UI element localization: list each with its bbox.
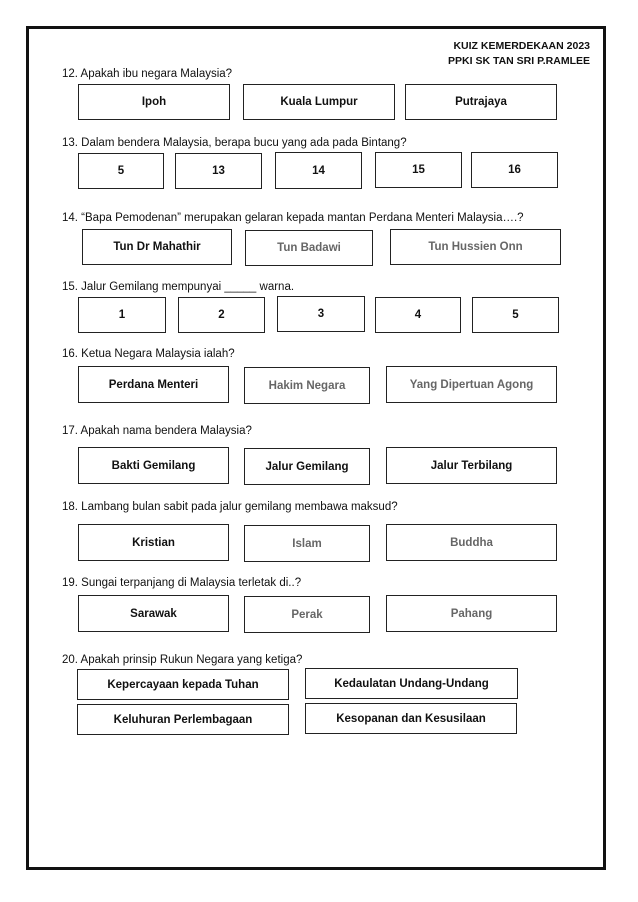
school-name: PPKI SK TAN SRI P.RAMLEE — [448, 55, 590, 67]
q18-option-buddha[interactable]: Buddha — [386, 524, 557, 561]
question-17: 17. Apakah nama bendera Malaysia? — [62, 425, 252, 437]
question-19: 19. Sungai terpanjang di Malaysia terletak di..? — [62, 577, 302, 589]
question-13: 13. Dalam bendera Malaysia, berapa bucu yang ada pada Bintang? — [62, 137, 407, 149]
question-20: 20. Apakah prinsip Rukun Negara yang ketiga? — [62, 654, 303, 666]
question-18: 18. Lambang bulan sabit pada jalur gemilang membawa maksud? — [62, 501, 398, 513]
q19-option-perak[interactable]: Perak — [244, 596, 370, 633]
q17-option-bakti-gemilang[interactable]: Bakti Gemilang — [78, 447, 229, 484]
q18-option-kristian[interactable]: Kristian — [78, 524, 229, 561]
q14-option-tun-badawi[interactable]: Tun Badawi — [245, 230, 373, 266]
q15-option-3[interactable]: 3 — [277, 296, 365, 332]
question-15: 15. Jalur Gemilang mempunyai _____ warna. — [62, 281, 295, 293]
q13-option-13[interactable]: 13 — [175, 153, 262, 189]
q15-option-1[interactable]: 1 — [78, 297, 166, 333]
q15-option-4[interactable]: 4 — [375, 297, 461, 333]
question-14: 14. “Bapa Pemodenan” merupakan gelaran kepada mantan Perdana Menteri Malaysia….? — [62, 212, 524, 224]
q16-option-perdana-menteri[interactable]: Perdana Menteri — [78, 366, 229, 403]
q17-option-jalur-terbilang[interactable]: Jalur Terbilang — [386, 447, 557, 484]
quiz-title: KUIZ KEMERDEKAAN 2023 — [453, 40, 590, 52]
q15-option-2[interactable]: 2 — [178, 297, 265, 333]
q13-option-15[interactable]: 15 — [375, 152, 462, 188]
q16-option-hakim-negara[interactable]: Hakim Negara — [244, 367, 370, 404]
q16-option-yang-dipertuan-agong[interactable]: Yang Dipertuan Agong — [386, 366, 557, 403]
question-12: 12. Apakah ibu negara Malaysia? — [62, 68, 233, 80]
q20-option-keluhuran-perlembagaan[interactable]: Keluhuran Perlembagaan — [77, 704, 289, 735]
question-16: 16. Ketua Negara Malaysia ialah? — [62, 348, 235, 360]
q20-option-kedaulatan-undang-undang[interactable]: Kedaulatan Undang-Undang — [305, 668, 518, 699]
q17-option-jalur-gemilang[interactable]: Jalur Gemilang — [244, 448, 370, 485]
q15-option-5[interactable]: 5 — [472, 297, 559, 333]
q14-option-tun-hussien-onn[interactable]: Tun Hussien Onn — [390, 229, 561, 265]
q14-option-tun-dr-mahathir[interactable]: Tun Dr Mahathir — [82, 229, 232, 265]
q19-option-pahang[interactable]: Pahang — [386, 595, 557, 632]
q12-option-kuala-lumpur[interactable]: Kuala Lumpur — [243, 84, 395, 120]
q20-option-kesopanan-dan-kesusilaan[interactable]: Kesopanan dan Kesusilaan — [305, 703, 517, 734]
q13-option-5[interactable]: 5 — [78, 153, 164, 189]
q18-option-islam[interactable]: Islam — [244, 525, 370, 562]
q20-option-kepercayaan-kepada-tuhan[interactable]: Kepercayaan kepada Tuhan — [77, 669, 289, 700]
q19-option-sarawak[interactable]: Sarawak — [78, 595, 229, 632]
q13-option-14[interactable]: 14 — [275, 152, 362, 189]
q13-option-16[interactable]: 16 — [471, 152, 558, 188]
q12-option-putrajaya[interactable]: Putrajaya — [405, 84, 557, 120]
q12-option-ipoh[interactable]: Ipoh — [78, 84, 230, 120]
